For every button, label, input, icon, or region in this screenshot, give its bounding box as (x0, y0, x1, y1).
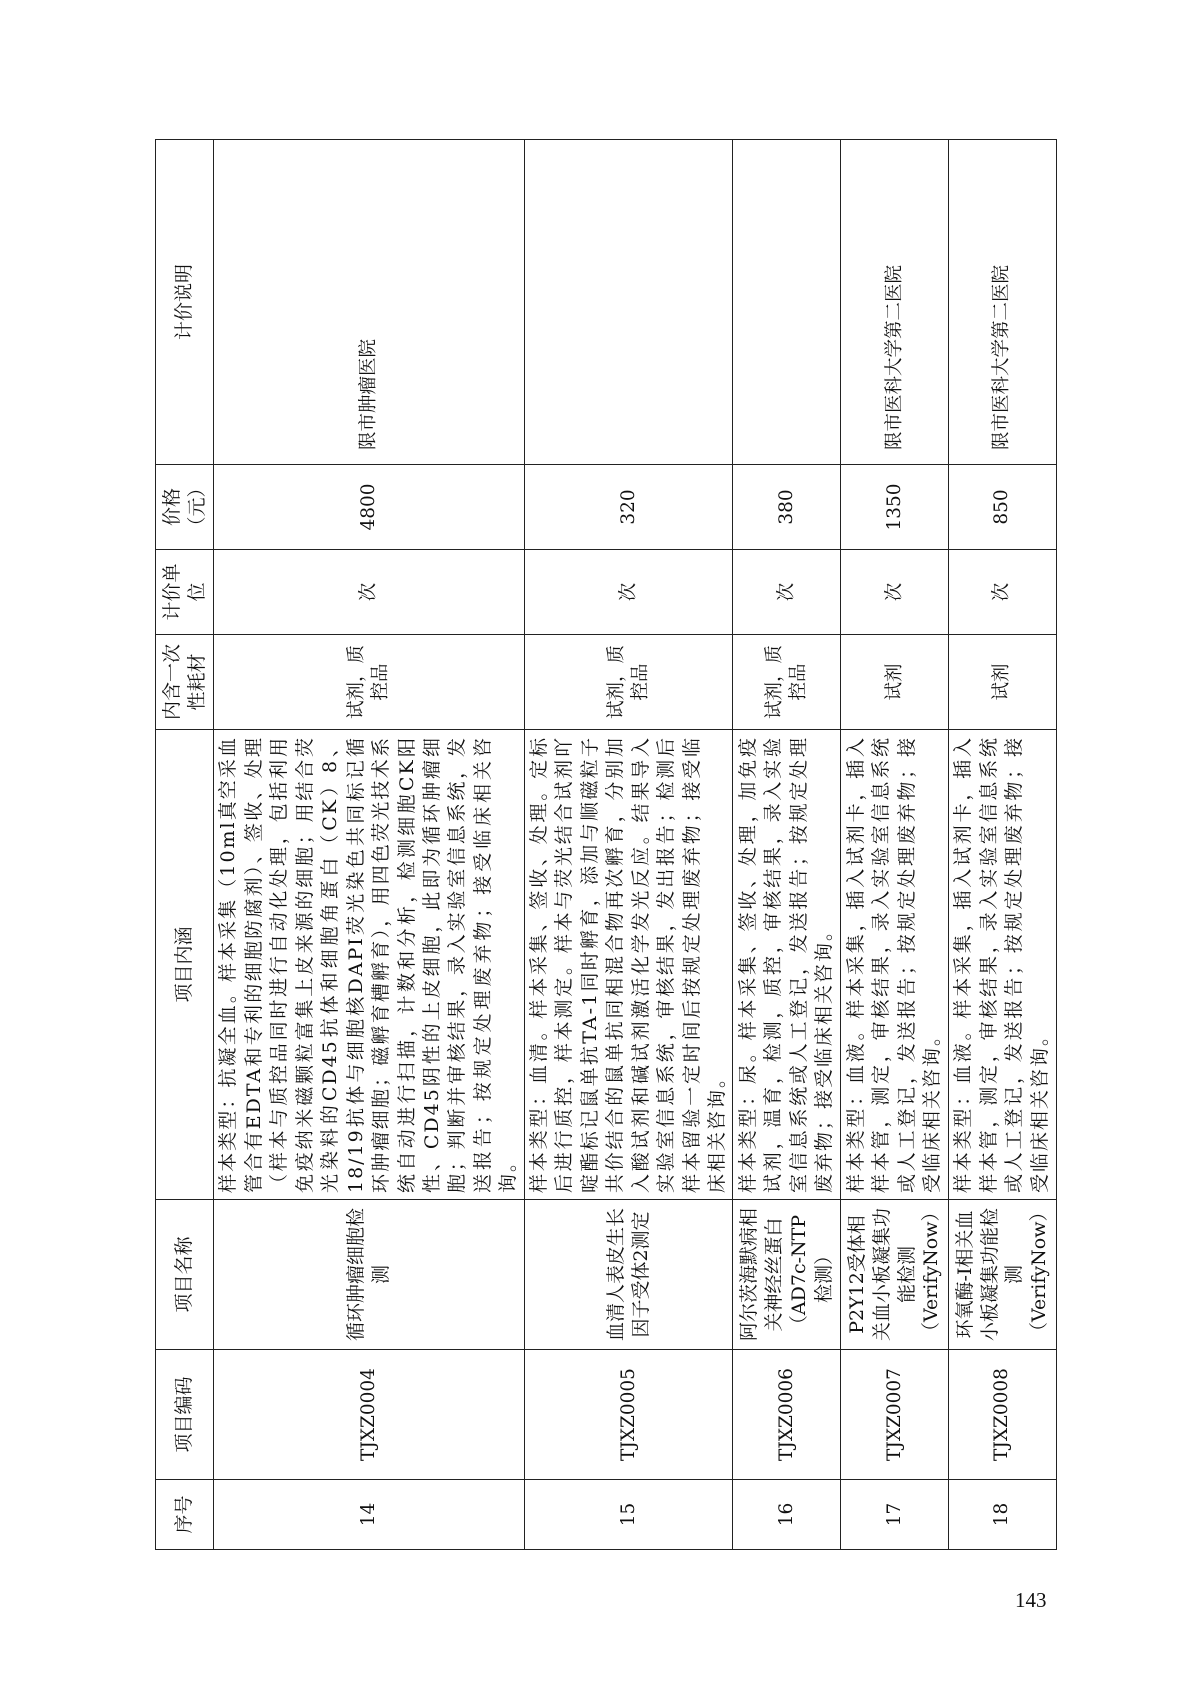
table-row (733, 140, 841, 1550)
header-price: 价格（元） (156, 465, 214, 550)
row-price: 4800 (214, 465, 524, 550)
row-code: TJXZ0006 (733, 1350, 841, 1480)
row-price: 320 (524, 465, 733, 550)
row-code: TJXZ0007 (841, 1350, 949, 1480)
row-no: 14 (214, 1480, 524, 1550)
row-unit: 次 (841, 550, 949, 635)
row-consumables: 试剂 (948, 635, 1056, 730)
header-no: 序号 (156, 1480, 214, 1550)
row-no: 17 (841, 1480, 949, 1550)
row-note: 限市医科大学第二医院 (841, 140, 949, 465)
row-consumables: 试剂 (841, 635, 949, 730)
row-name: 环氧酶-I相关血小板凝集功能检测（VerifyNow） (948, 1200, 1056, 1350)
page-number: 143 (1015, 1588, 1047, 1612)
row-price: 850 (948, 465, 1056, 550)
header-unit: 计价单位 (156, 550, 214, 635)
row-consumables: 试剂，质控品 (733, 635, 841, 730)
row-code: TJXZ0004 (214, 1350, 524, 1480)
row-content: 样本类型：血液。样本采集，插入试剂卡，插入样本管，测定，审核结果，录入实验室信息系统或人工登记，发送报告；按规定处理废弃物；接受临床相关咨询。 (841, 730, 949, 1200)
row-no: 18 (948, 1480, 1056, 1550)
table-header-row (156, 140, 214, 1550)
row-code: TJXZ0005 (524, 1350, 733, 1480)
row-price: 1350 (841, 465, 949, 550)
pricing-table (155, 139, 1057, 1550)
row-content: 样本类型：血清。样本采集、签收、处理。定标后进行质控，样本测定。样本与荧光结合试剂吖啶酯标记鼠单抗TA-1同时孵育，添加与顺磁粒子共价结合的鼠单抗同相混合物再次孵育，分别加入酸试剂和碱试剂激活化学发光反应。结果导入实验室信息系统，审核结果，发出报告；检测后样本留验一定时间后按规定处理废弃物；接受临床相关咨询。 (524, 730, 733, 1200)
row-note (733, 140, 841, 465)
row-content: 样本类型：尿。样本采集、签收、处理，加免疫试剂，温育，检测，质控，审核结果，录入实验室信息系统或人工登记，发送报告；按规定处理废弃物；接受临床相关咨询。 (733, 730, 841, 1200)
row-no: 16 (733, 1480, 841, 1550)
row-note: 限市医科大学第二医院 (948, 140, 1056, 465)
header-note: 计价说明 (156, 140, 214, 465)
row-unit: 次 (524, 550, 733, 635)
row-unit: 次 (214, 550, 524, 635)
row-note (524, 140, 733, 465)
header-consumables: 内含一次性耗材 (156, 635, 214, 730)
rotated-table-wrapper (155, 140, 1051, 1550)
row-code: TJXZ0008 (948, 1350, 1056, 1480)
row-name: P2Y12受体相关血小板凝集功能检测（VerifyNow） (841, 1200, 949, 1350)
row-no: 15 (524, 1480, 733, 1550)
row-content: 样本类型：抗凝全血。样本采集（10ml真空采血管合有EDTA和专利的细胞防腐剂）、签收、处理（样本与质控品同时进行自动化处理，包括利用免疫纳米磁颗粒富集上皮来源的细胞；用结合荧光染料的CD45抗体和细胞角蛋白（CK）8、18/19抗体与细胞核DAPI荧光染色共同标记循环肿瘤细胞；磁孵育槽孵育），用四色荧光技术系统自动进行扫描，计数和分析，检测细胞CK阳性、CD45阴性的上皮细胞，此即为循环肿瘤细胞；判断并审核结果，录入实验室信息系统，发送报告；按规定处理废弃物；接受临床相关咨询。 (214, 730, 524, 1200)
row-unit: 次 (948, 550, 1056, 635)
table-row (948, 140, 1056, 1550)
row-note: 限市肿瘤医院 (214, 140, 524, 465)
row-consumables: 试剂，质控品 (524, 635, 733, 730)
table-row (214, 140, 524, 1550)
row-unit: 次 (733, 550, 841, 635)
header-content: 项目内涵 (156, 730, 214, 1200)
header-code: 项目编码 (156, 1350, 214, 1480)
row-consumables: 试剂，质控品 (214, 635, 524, 730)
row-name: 循环肿瘤细胞检测 (214, 1200, 524, 1350)
row-price: 380 (733, 465, 841, 550)
row-content: 样本类型：血液。样本采集，插入试剂卡，插入样本管，测定，审核结果，录入实验室信息系统或人工登记，发送报告；按规定处理废弃物；接受临床相关咨询。 (948, 730, 1056, 1200)
table-row (524, 140, 733, 1550)
header-name: 项目名称 (156, 1200, 214, 1350)
table-row (841, 140, 949, 1550)
row-name: 阿尔茨海默病相关神经丝蛋白（AD7c-NTP检测） (733, 1200, 841, 1350)
row-name: 血清人表皮生长因子受体2测定 (524, 1200, 733, 1350)
